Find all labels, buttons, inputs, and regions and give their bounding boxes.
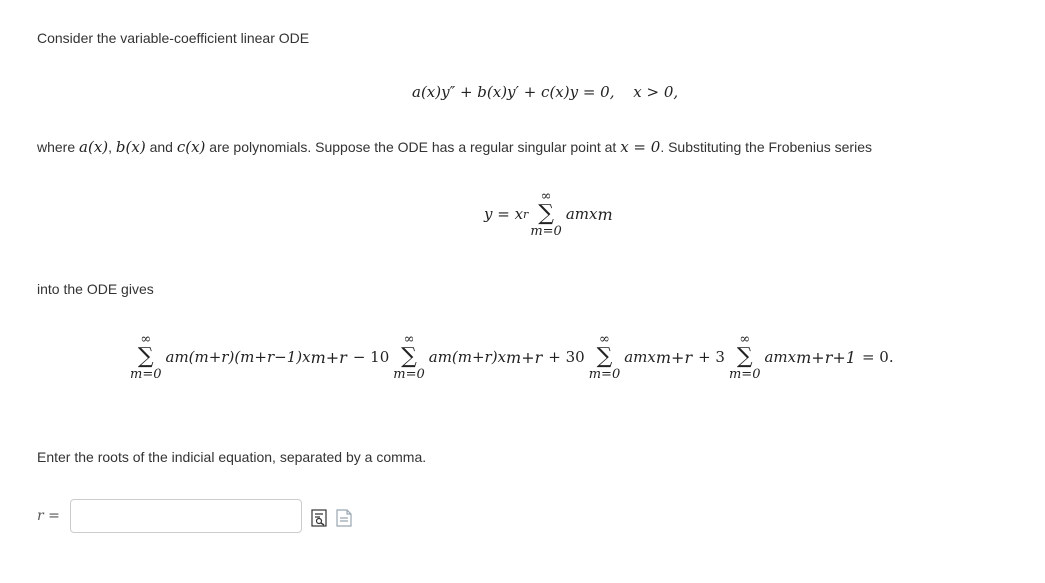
- question-prompt: Enter the roots of the indicial equation, separated by a comma.: [37, 449, 427, 465]
- term-2: am(m+r)x: [428, 348, 507, 366]
- where-sep-1: ,: [108, 139, 116, 155]
- ode-lhs: a(x)y″ + b(x)y′ + c(x)y = 0,: [412, 83, 615, 101]
- where-sep-2: and: [145, 139, 177, 155]
- where-part-3: . Substituting the Frobenius series: [660, 139, 872, 155]
- exp-3: m+r: [655, 347, 693, 367]
- where-a: a(x): [79, 138, 109, 156]
- term-3: amx: [624, 348, 656, 366]
- term-1: am(m+r)(m+r−1)x: [165, 348, 311, 366]
- where-text: [37, 138, 872, 156]
- op-3: + 30: [548, 348, 585, 366]
- sum-4: ∞ ∑ m=0: [728, 332, 761, 382]
- ode-domain: x > 0,: [633, 83, 679, 101]
- op-4: + 3: [698, 348, 725, 366]
- ode-equation: [412, 83, 678, 101]
- answer-label: r =: [37, 508, 60, 524]
- exp-4: m+r+1: [796, 347, 856, 367]
- equation-end: = 0.: [861, 348, 894, 366]
- term-4: amx: [764, 348, 797, 366]
- where-c: c(x): [176, 138, 206, 156]
- where-part-2: are polynomials. Suppose the ODE has a regular singular point at: [205, 139, 621, 155]
- substituted-equation: [128, 333, 894, 381]
- series-sum: [530, 190, 562, 238]
- sum-3: ∞ ∑ m=0: [588, 332, 621, 382]
- exp-2: m+r: [506, 347, 543, 367]
- op-2: − 10: [352, 348, 390, 366]
- series-sigma: ∑: [538, 201, 554, 226]
- series-lhs: y = x: [484, 205, 524, 223]
- exp-1: m+r: [310, 347, 347, 367]
- series-lower: m=0: [530, 224, 562, 239]
- sum-1: ∞ ∑ m=0: [130, 332, 162, 382]
- series-r: r: [523, 207, 529, 221]
- frobenius-series: [484, 190, 613, 238]
- sum-2: ∞ ∑ m=0: [393, 332, 425, 382]
- where-part-1: where: [37, 139, 80, 155]
- answer-input[interactable]: [70, 499, 302, 533]
- equation-editor-icon[interactable]: [311, 509, 327, 527]
- intro-text: Consider the variable-coefficient linear ODE: [37, 30, 310, 46]
- series-upper: ∞: [540, 189, 552, 204]
- where-eq: x = 0: [620, 138, 661, 156]
- series-exp: m: [597, 204, 613, 224]
- where-b: b(x): [115, 138, 146, 156]
- series-term: amx: [565, 205, 598, 223]
- into-text: into the ODE gives: [37, 281, 154, 297]
- preview-icon[interactable]: [336, 509, 352, 527]
